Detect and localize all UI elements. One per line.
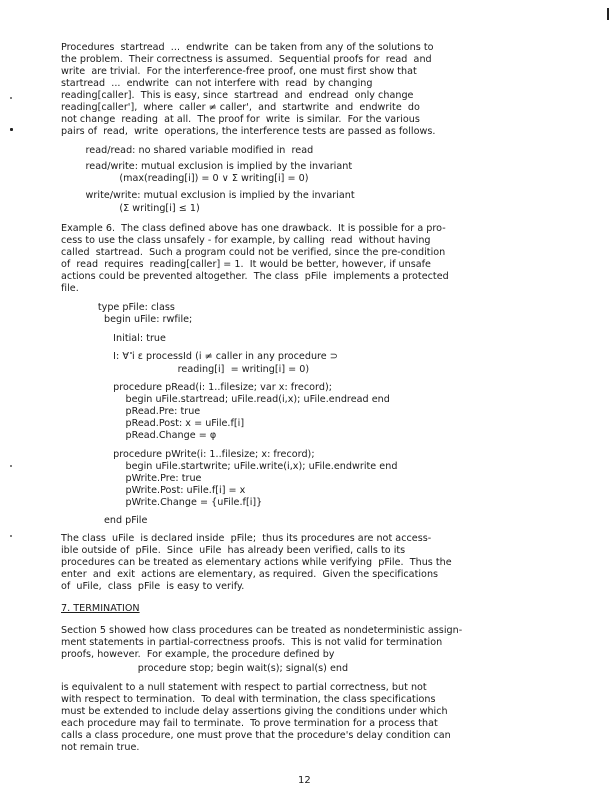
margin-mark	[607, 8, 609, 20]
text-line: startread ... endwrite can not interfere with read by changing	[61, 78, 373, 89]
text-line: not remain true.	[61, 742, 140, 753]
text-line: file.	[61, 283, 79, 294]
code-line: I: ∀ i ε processId (i ≠ caller in any procedure ⊃	[61, 351, 338, 362]
code-line: pRead.Post: x = uFile.f[i]	[61, 418, 245, 429]
text-line: not change reading at all. The proof for write is similar. For the various	[61, 114, 420, 125]
text-line: read/read: no shared variable modified in read	[61, 145, 314, 156]
code-line: procedure pWrite(i: 1..filesize; x: frecord);	[61, 449, 315, 460]
text-line: proofs, however. For example, the procedure defined by	[61, 649, 335, 660]
text-line: (Σ writing[i] ≤ 1)	[61, 203, 200, 214]
text-line: of read requires reading[caller] = 1. It would be better, however, if unsafe	[61, 259, 431, 270]
text-line: calls a class procedure, one must prove that the procedure's delay condition can	[61, 730, 451, 741]
text-line: The class uFile is declared inside pFile; thus its procedures are not access-	[61, 533, 432, 544]
text-line: read/write: mutual exclusion is implied by the invariant	[61, 161, 353, 172]
code-line: pWrite.Change = {uFile.f[i]}	[61, 497, 263, 508]
text-line: actions could be prevented altogether. The class pFile implements a protected	[61, 271, 449, 282]
margin-dot	[10, 128, 13, 131]
code-line: pRead.Change = φ	[61, 430, 217, 441]
text-line: write/write: mutual exclusion is implied by the invariant	[61, 190, 355, 201]
text-line: write are trivial. For the interference-free proof, one must first show that	[61, 66, 417, 77]
text-line: (max(reading[i]) = 0 ∨ Σ writing[i] = 0)	[61, 173, 309, 184]
margin-dot	[10, 465, 12, 467]
text-line: pairs of read, write operations, the interference tests are passed as follows.	[61, 126, 436, 137]
code-line: begin uFile.startread; uFile.read(i,x); uFile.endread end	[61, 394, 390, 405]
text-line: procedures can be treated as elementary actions while verifying pFile. Thus the	[61, 557, 452, 568]
code-line: Initial: true	[61, 333, 166, 344]
margin-dot	[10, 97, 12, 99]
text-line: enter and exit actions are elementary, as required. Given the specifications	[61, 569, 439, 580]
code-line: procedure pRead(i: 1..filesize; var x: frecord);	[61, 382, 332, 393]
code-line: procedure stop; begin wait(s); signal(s) end	[61, 663, 349, 674]
text-line: cess to use the class unsafely - for example, by calling read without having	[61, 235, 431, 246]
margin-dot	[10, 535, 12, 537]
code-line: begin uFile.startwrite; uFile.write(i,x); uFile.endwrite end	[61, 461, 398, 472]
text-line: with respect to termination. To deal with termination, the class specifications	[61, 694, 436, 705]
code-line: reading[i] = writing[i] = 0)	[61, 364, 310, 375]
text-line: is equivalent to a null statement with respect to partial correctness, but not	[61, 682, 427, 693]
text-line: reading[caller]. This is easy, since startread and endread only change	[61, 90, 414, 101]
text-line: Example 6. The class defined above has one drawback. It is possible for a pro-	[61, 223, 446, 234]
code-line: begin uFile: rwfile;	[61, 314, 193, 325]
code-line: pWrite.Post: uFile.f[i] = x	[61, 485, 246, 496]
text-line: ment statements in partial-correctness proofs. This is not valid for termination	[61, 637, 443, 648]
code-line: end pFile	[61, 515, 148, 526]
page-number: 12	[298, 775, 311, 786]
text-line: the problem. Their correctness is assumed. Sequential proofs for read and	[61, 54, 432, 65]
code-line: pRead.Pre: true	[61, 406, 201, 417]
text-line: reading[caller'], where caller ≠ caller', and startwrite and endwrite do	[61, 102, 420, 113]
section-heading: 7. TERMINATION	[61, 603, 140, 614]
text-line: Section 5 showed how class procedures can be treated as nondeterministic assign-	[61, 625, 463, 636]
text-line: each procedure may fail to terminate. To prove termination for a process that	[61, 718, 438, 729]
text-line: ible outside of pFile. Since uFile has already been verified, calls to its	[61, 545, 406, 556]
text-line: of uFile, class pFile is easy to verify.	[61, 581, 245, 592]
text-line: called startread. Such a program could not be verified, since the pre-condition	[61, 247, 446, 258]
text-line: Procedures startread ... endwrite can be taken from any of the solutions to	[61, 42, 434, 53]
code-line: pWrite.Pre: true	[61, 473, 202, 484]
code-line: type pFile: class	[61, 302, 175, 313]
text-line: must be extended to include delay assertions giving the conditions under which	[61, 706, 448, 717]
